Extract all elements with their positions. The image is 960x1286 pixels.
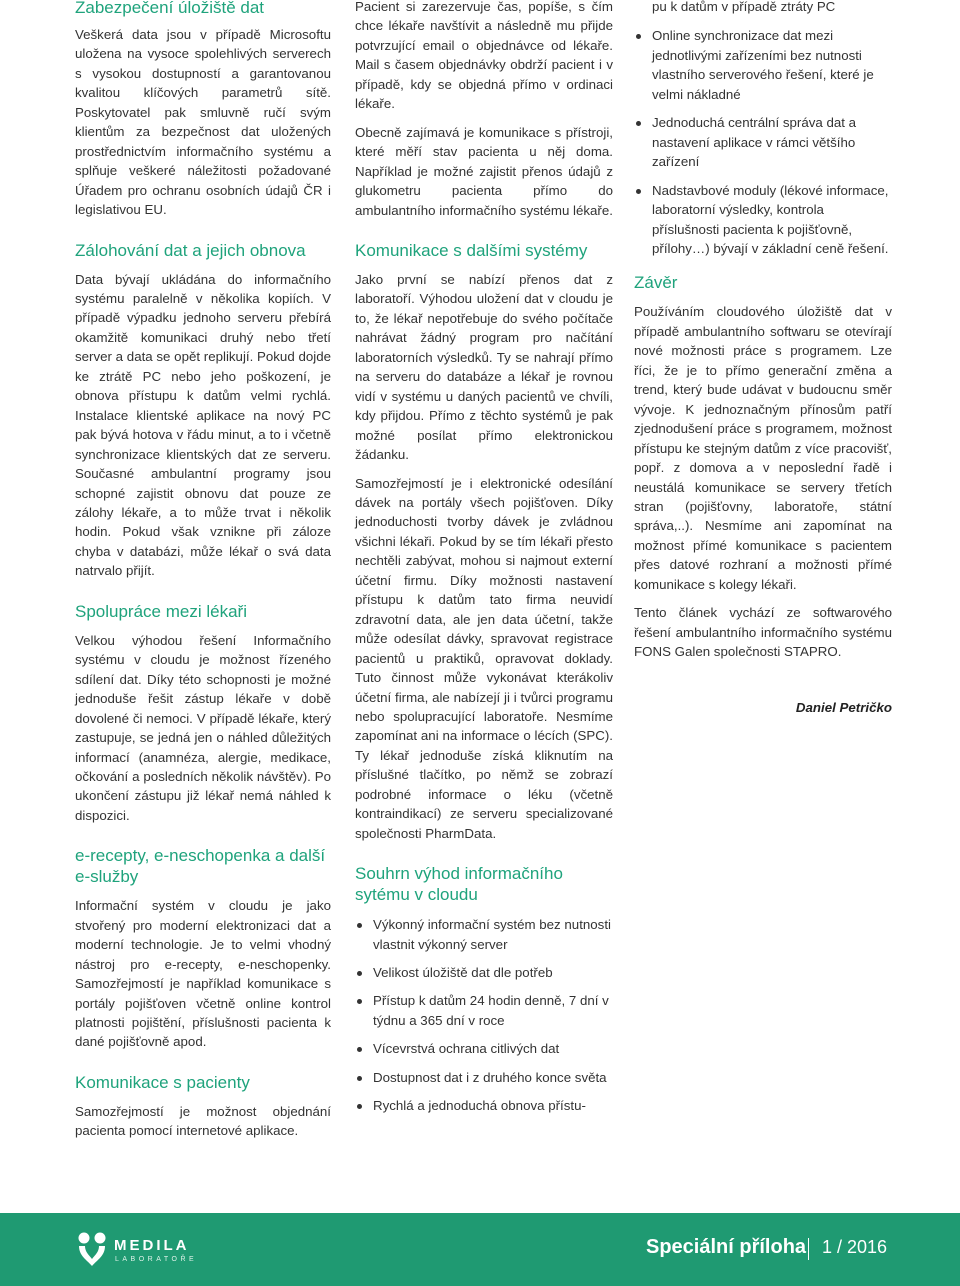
section-title-storage-security: Zabezpečení úložiště dat — [75, 0, 265, 17]
section-title-e-services: e-recepty, e-neschopenka a další e-služby — [75, 846, 326, 887]
list-item: Velikost úložiště dat dle potřeb — [355, 963, 613, 982]
summary-list-continued — [634, 26, 892, 258]
bullet-icon — [636, 121, 641, 126]
column-right — [634, 0, 892, 717]
list-item: Dostupnost dat i z druhého konce světa — [355, 1068, 613, 1087]
footer-bar — [0, 1213, 960, 1286]
bullet-icon — [357, 1104, 362, 1109]
issue-number: 1 / 2016 — [822, 1237, 888, 1257]
list-item: Výkonný informační systém bez nutnosti vlastnit výkonný server — [355, 915, 613, 954]
list-item: Vícevrstvá ochrana citlivých dat — [355, 1039, 613, 1058]
paragraph-backup: Data bývají ukládána do informačního systému paralelně v několika kopiích. V případě výpadku jednoho serveru přebírá okamžitě komunikaci druhý nebo třetí server a data se opět replikují. Pokud dojde ke ztrátě PC nebo jeho poškození, je obnova přístupu k datům velmi rychlá. Instalace klientské aplikace na nový PC pak bývá hotova v řádu minut, a to i včetně synchronizace klientských dat ze serveru. Současné ambulantní programy jsou schopné zajistit obnovu dat pouze ze zálohy lékaře, a to může trvat i několik hodin. Pokud však vznikne při záloze chyba v databázi, může lékař o svá data natrvalo přijít. — [75, 271, 331, 579]
bullet-icon — [636, 34, 641, 39]
paragraph-e-services: Informační systém v cloudu je jako stvořený pro moderní elektronizaci dat a moderní technologie. Je to velmi vhodný nástroj pro e-recepty, e-neschopenky. Samozřejmostí je například komunikace s portály pojišťoven včetně online kontrol platnosti pojištění, příslušnosti pacienta k dané pojišťovně apod. — [75, 898, 331, 1050]
list-item: Přístup k datům 24 hodin denně, 7 dní v týdnu a 365 dní v roce — [355, 991, 613, 1030]
column-middle — [355, 0, 613, 1125]
paragraph-cooperation: Velkou výhodou řešení Informačního systému v cloudu je možnost řízeného sdílení dat. Díky této schopnosti je možné jednoduše řešit zástup lékaře v době dovolené či nemoci. V případě lékaře, který zastupuje, se jedná jen o náhled důležitých informací (anamnéza, alergie, medikace, očkování a posledních několik návštěv). Po ukončení zástupu již lékař nemá náhled k dispozici. — [75, 632, 331, 823]
section-title-patient-communication: Komunikace s pacienty — [75, 1072, 250, 1092]
bullet-icon — [357, 999, 362, 1004]
bullet-icon — [357, 971, 362, 976]
list-item: Nadstavbové moduly (lékové informace, laboratorní výsledky, kontrola příslušnosti pacienta k pojišťovně, přílohy…) bývají v základní ceně řešení. — [634, 181, 892, 259]
column-left — [75, 0, 331, 1141]
bullet-icon — [636, 189, 641, 194]
logo-subtitle: LABORATOŘE — [115, 1256, 198, 1263]
bullet-icon — [357, 1047, 362, 1052]
section-title-conclusion: Závěr — [634, 273, 678, 293]
paragraph-devices: Obecně zajímavá je komunikace s přístroji, které měří stav pacienta u něj doma. Například je možné zajistit přenos údajů z glukometru pacienta přímo do ambulantního informačního systému lékaře. — [355, 124, 613, 218]
section-title-other-systems: Komunikace s dalšími systémy — [355, 240, 588, 260]
paragraph-conclusion: Používáním cloudového úložiště dat v případě ambulantního softwaru se otevírají nové možnosti práce s programem. Lze říci, že je to přímo generační změna a trend, který bude udávat v budoucnu směr vývoje. K jednoznačným přínosům patří zjednodušení práce s programem, možnost přístupu ke stejným datům z více pracovišť, popř. z domova a v neposlední řadě i neustálá komunikace se servery třetích stran (pojišťovny, laboratoře, státní správa,..). Nesmíme ani zapomínat na možnost přímé komunikace s pacientem přes datové rozhraní a možnosti přímé komunikace s kolegy lékaři. — [634, 304, 892, 592]
list-item: Online synchronizace dat mezi jednotlivými zařízeními bez nutnosti vlastního serverového řešení, které je velmi nákladné — [634, 26, 892, 104]
footer-divider — [808, 1238, 809, 1260]
author-signature: Daniel Petričko — [795, 699, 892, 715]
list-item: Rychlá a jednoduchá obnova přístu- — [355, 1096, 613, 1115]
bullet-icon — [357, 1076, 362, 1081]
supplement-title: Speciální příloha — [646, 1236, 807, 1258]
paragraph-insurance: Samozřejmostí je i elektronické odesílání dávek na portály všech pojišťoven. Díky jednoduchosti tvorby dávek je zvládnou všichni lékaři. Pokud by se tím lékaři přesto nechtěli zabývat, mohou si najmout externí účetní firmu. Díky možnosti nastavení přístupu k datům tato firma neuvidí zdravotní data, ale jen data účetní, takže může odesílat dávky, spravovat registrace pacientů u praktiků, opravovat doklady. Tuto činnost může vykonávat kterákoliv účetní firma, ale nabízejí ji i tvůrci programu nebo spolupracující laboratoře. Nesmíme zapomínat ani na informace o lécích (SPC). Ty lékař jednoduše získá kliknutím na příslušné tlačítko, po němž se zobrazí podrobné informace o léku (včetně kontraindikací) ze serveru specializované společnosti PharmData. — [355, 475, 613, 841]
summary-list — [355, 915, 613, 1116]
list-item: Jednoduchá centrální správa dat a nastavení aplikace v rámci většího zařízení — [634, 113, 892, 171]
medila-logo — [75, 1230, 198, 1270]
logo-name: MEDILA — [114, 1237, 190, 1254]
list-continuation: pu k datům v případě ztráty PC — [652, 0, 836, 14]
paragraph-storage-security: Veškerá data jsou v případě Microsoftu uložena na vysoce spolehlivých serverech s vysokou dostupností a garantovanou kvalitou klíčových parametrů sítě. Poskytovatel pak smluvně ručí svým klientům za bezpečnost dat uložených prostřednictvím informačního systému a splňuje veškeré náležitosti požadované Úřadem pro ochranu osobních údajů ČR i legislativou EU. — [75, 27, 331, 218]
paragraph-laboratories: Jako první se nabízí přenos dat z laboratoří. Výhodou uložení dat v cloudu je to, že lékař nepotřebuje do svého počítače nahrávat žádný program pro načítání laboratorních výsledků. Ty se nahrají přímo na serveru do databáze a lékař je rovnou vidí v systému u daných pacientů ve chvíli, kdy přijdou. Přímo z těchto systémů je pak možné posílat přímo elektronickou žádanku. — [355, 271, 613, 463]
medila-logo-icon — [75, 1230, 109, 1270]
paragraph-patient-communication: Samozřejmostí je možnost objednání pacienta pomocí internetové aplikace. — [75, 1103, 331, 1139]
section-title-backup: Zálohování dat a jejich obnova — [75, 240, 306, 260]
paragraph-source: Tento článek vychází ze softwarového řešení ambulantního informačního systému FONS Galen společnosti STAPRO. — [634, 605, 892, 660]
paragraph-reservation: Pacient si zarezervuje čas, popíše, s čím chce lékaře navštívit a následně mu přijde potvrzující email o objednávce od lékaře. Mail s časem objednávky obdrží pacient i v případě, kdy se objedná přímo v ordinaci lékaře. — [355, 0, 613, 112]
bullet-icon — [357, 923, 362, 928]
section-title-summary: Souhrn výhod informačního sytému v cloudu — [355, 864, 563, 905]
section-title-cooperation: Spolupráce mezi lékaři — [75, 601, 247, 621]
